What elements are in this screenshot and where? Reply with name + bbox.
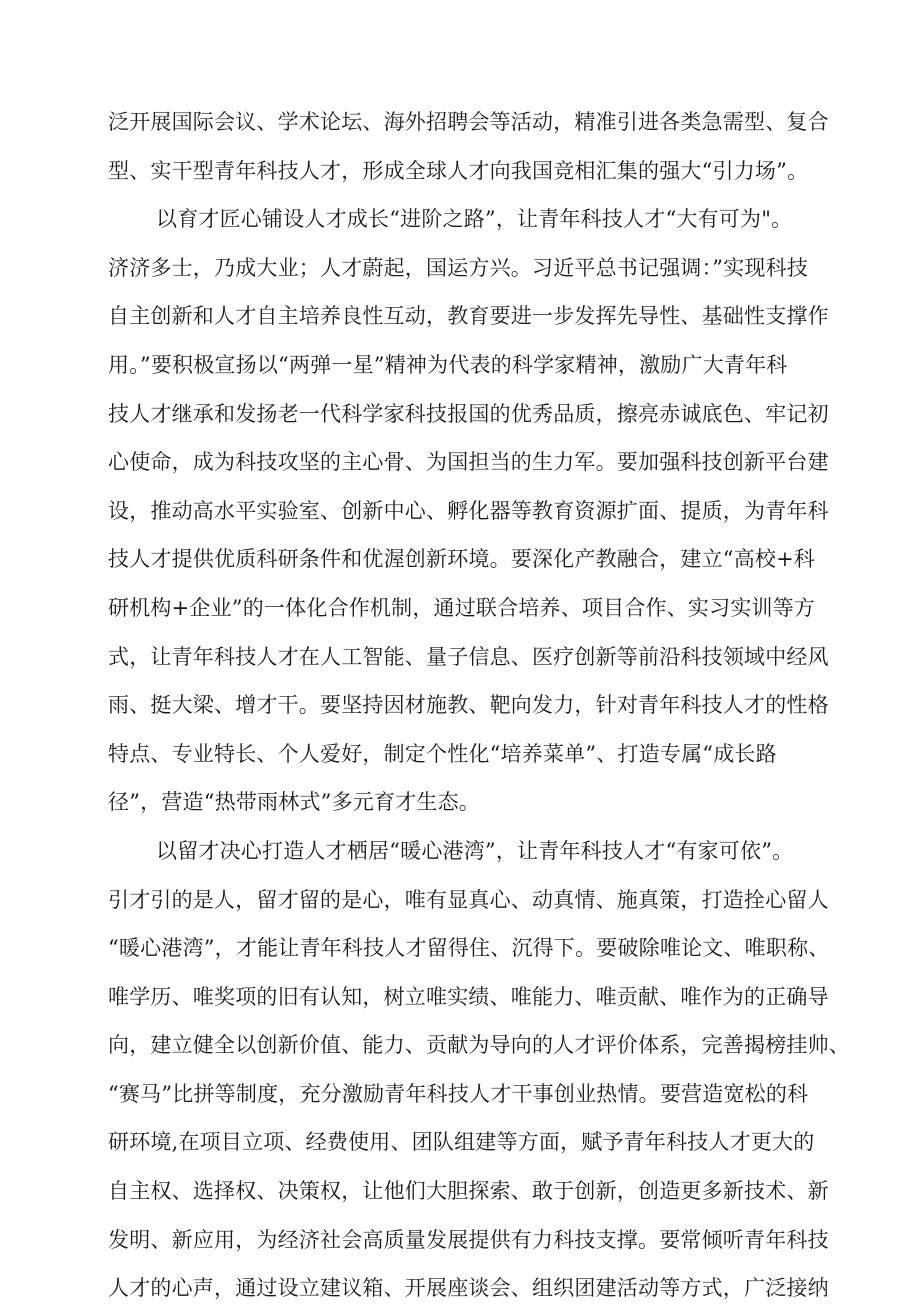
text-line: 人才的心声，通过设立建议箱、开展座谈会、组织团建活动等方式，广泛接纳 (108, 1276, 829, 1301)
text-line: 型、实干型青年科技人才，形成全球人才向我国竞相汇集的强大“引力场”。 (108, 158, 809, 183)
text-line: 自主权、选择权、决策权，让他们大胆探索、敢于创新，创造更多新技术、新 (108, 1179, 829, 1204)
body-text (108, 98, 848, 1313)
text-line: 技人才继承和发扬老一代科学家科技报国的优秀品质，擦亮赤诚底色、牢记初 (108, 401, 829, 426)
paragraph-start-line: 以育才匠心铺设人才成长“进阶之路”，让青年科技人才“大有可为"。 (156, 207, 793, 232)
text-line: 特点、专业特长、个人爱好，制定个性化“培养菜单”、打造专属“成长路 (108, 741, 777, 766)
text-line: 心使命，成为科技攻坚的主心骨、为国担当的生力军。要加强科技创新平台建 (108, 450, 829, 475)
text-line: “暖心港湾”，才能让青年科技人才留得住、沉得下。要破除唯论文、唯职称、 (108, 936, 830, 961)
text-line: 唯学历、唯奖项的旧有认知，树立唯实绩、唯能力、唯贡献、唯作为的正确导 (108, 984, 829, 1009)
paragraph-start-line: 以留才决心打造人才栖居“暖心港湾”，让青年科技人才“有家可依”。 (156, 838, 794, 863)
text-line: 发明、新应用，为经济社会高质量发展提供有力科技支撑。要常倾听青年科技 (108, 1227, 829, 1252)
text-line: 雨、挺大梁、增才干。要坚持因材施教、靶向发力，针对青年科技人才的性格 (108, 693, 829, 718)
text-line: 向，建立健全以创新价值、能力、贡献为导向的人才评价体系，完善揭榜挂帅、 (108, 1033, 850, 1058)
text-line: 研机构+企业”的一体化合作机制，通过联合培养、项目合作、实习实训等方 (108, 595, 816, 620)
text-line: 式，让青年科技人才在人工智能、量子信息、医疗创新等前沿科技领域中经风 (108, 644, 829, 669)
text-line: 用。”要积极宣扬以“两弹一星”精神为代表的科学家精神，激励广大青年科 (108, 352, 788, 377)
text-line: 引才引的是人，留才留的是心，唯有显真心、动真情、施真策，打造拴心留人 (108, 887, 829, 912)
text-line: 研环境,在项目立项、经费使用、团队组建等方面，赋予青年科技人才更大的 (108, 1130, 815, 1155)
text-line: 设，推动高水平实验室、创新中心、孵化器等教育资源扩面、提质，为青年科 (108, 498, 829, 523)
text-line: 径”，营造“热带雨林式”多元育才生态。 (108, 790, 481, 815)
text-line: 泛开展国际会议、学术论坛、海外招聘会等活动，精准引进各类急需型、复合 (108, 110, 829, 134)
text-line: 济济多士，乃成大业；人才蔚起，国运方兴。习近平总书记强调：”实现科技 (108, 255, 809, 280)
text-line: “赛马”比拼等制度，充分激励青年科技人才干事创业热情。要营造宽松的科 (108, 1081, 809, 1106)
text-line: 技人才提供优质科研条件和优渥创新环境。要深化产教融合，建立“高校+科 (108, 547, 816, 572)
text-line: 自主创新和人才自主培养良性互动，教育要进一步发挥先导性、基础性支撑作 (108, 304, 829, 329)
